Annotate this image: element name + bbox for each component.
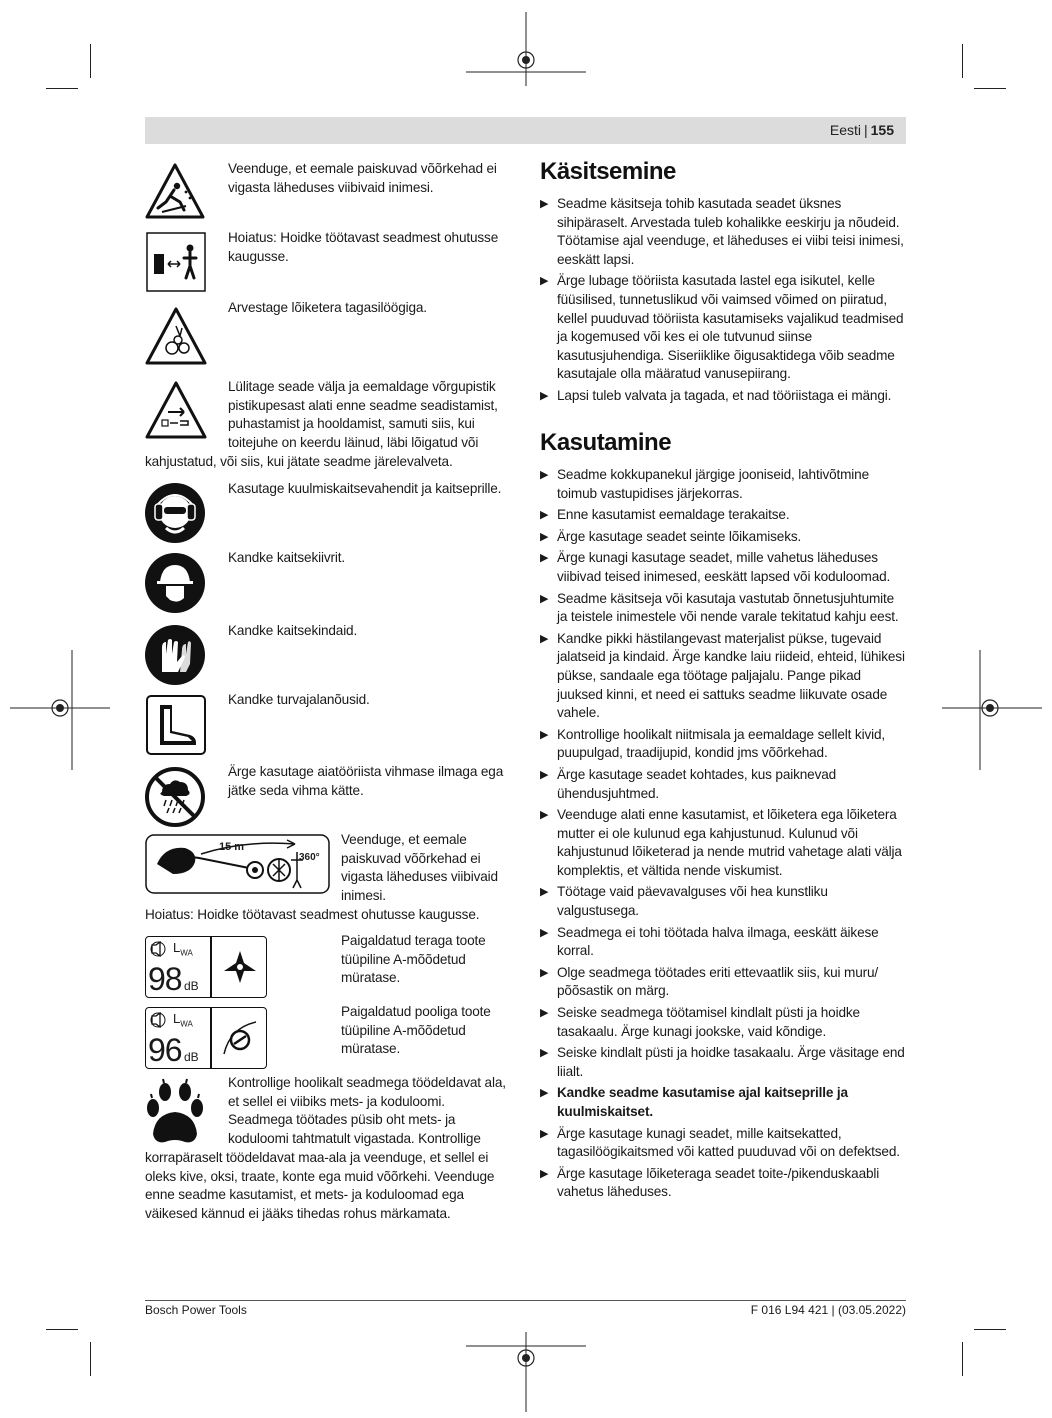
list-item: ▶ Kontrollige hoolikalt niitmisala ja eemaldage sellelt kivid, puupulgad, traadijupid, kondid jms võõrkehad. — [540, 726, 885, 761]
crop-mark — [46, 1329, 78, 1330]
list-item: ▶ Ärge lubage tööriista kasutada lastel ega isikutel, kelle füüsilised, tunnetuslikud või vaimsed võimed on piiratud, kellel puuduvad tööriista kasutamiseks vajalikud teadmised ja kogemused või kes ei ole tutvunud siinse kasutusjuhendiga. Siseriiklike õigusaktidega võib seadme kasutajale olla määratud vanusepiirang. — [540, 273, 904, 382]
safe-distance-icon — [146, 232, 206, 292]
registration-mark-icon — [942, 650, 1042, 770]
crop-mark — [90, 1342, 91, 1376]
distance-15m-graphic — [145, 834, 330, 894]
gloves-icon — [144, 624, 206, 686]
warn-distance-text: Hoiatus: Hoidke töötavast seadmest ohutusse kaugusse. — [228, 230, 499, 264]
safety-boots-icon — [146, 695, 206, 755]
noise-spool-text: Paigaldatud pooliga toote tüüpiline A-mõõdetud müratase. — [341, 1004, 491, 1057]
list-item: ▶ Ärge kunagi kasutage seadet, mille vahetus läheduses viibivad teised inimesed, eeskätt lapsed või koduloomad. — [540, 550, 891, 584]
list-item: ▶ Olge seadmega töötades eriti ettevaatlik siis, kui muru/ põõsastik on märg. — [540, 964, 879, 999]
noise-unit: dB — [184, 979, 199, 993]
registration-mark-icon — [466, 12, 586, 102]
usage-list — [540, 466, 906, 1205]
distance-15m-label: 15 m — [219, 841, 245, 853]
noise-blade-value: 98 — [148, 961, 182, 997]
unplug-warning-icon — [144, 380, 208, 442]
list-item: ▶ Lapsi tuleb valvata ja tagada, et nad tööriistaga ei mängi. — [540, 387, 892, 403]
warn-debris-text: Veenduge, et eemale paiskuvad võõrkehad ei vigasta läheduses viibivaid inimesi. — [228, 161, 497, 195]
ppe-boots-text: Kandke turvajalanõusid. — [228, 692, 370, 707]
registration-mark-icon — [466, 1322, 586, 1412]
warn-unplug-text: Lülitage seade välja ja eemaldage võrgupistik pistikupesast alati enne seadme seadistamist, puhastamist ja hooldamist, samuti siis, kui toitejuhe on keerdu läinud, läbi lõigatud või — [228, 379, 498, 450]
list-item: ▶ Seadme kokkupanekul järgige jooniseid, lahtivõtmine toimub vastupidises järjekorras. — [540, 467, 869, 501]
list-item: ▶ Ärge kasutage lõiketeraga seadet toite-/pikenduskaabli vahetus läheduses. — [540, 1165, 880, 1200]
noise-spool-label — [145, 1007, 267, 1069]
footer-doc-ref: F 016 L94 421 | (03.05.2022) — [750, 1303, 906, 1317]
list-item: ▶ Seadme käsitseja või kasutaja vastutab õnnetusjuhtumite ja teistele inimestele või nende varale tekitatud kahju eest. — [540, 590, 899, 625]
footer-divider — [145, 1300, 906, 1301]
blade-icon — [222, 949, 258, 985]
noise-speaker-icon — [149, 941, 167, 957]
crop-mark — [46, 88, 78, 89]
noise-speaker-icon — [149, 1012, 167, 1028]
animals-text: Kontrollige hoolikalt seadmega töödeldavat ala, et sellel ei viibiks mets- ja koduloomi. Seadmega töötades püsib oht mets- ja koduloomi tahtmatult vigastada. Kontrollige — [228, 1075, 506, 1146]
noise-spool-value: 96 — [148, 1032, 182, 1068]
list-item: ▶ Ärge kasutage seadet kohtades, kus paiknevad ühendusjuhtmed. — [540, 766, 837, 801]
list-item: ▶ Kandke seadme kasutamise ajal kaitseprille ja kuulmiskaitset. — [540, 1085, 848, 1119]
list-item: ▶ Töötage vaid päevavalguses või hea kunstliku valgustusega. — [540, 884, 828, 919]
crop-mark — [962, 44, 963, 78]
list-item: ▶ Kandke pikki hästilangevast materjalist pükse, tugevaid jalatseid ja kindaid. Ärge kandke laiu riideid, ehteid, lühikesi pükse, sandaale ega töötage paljajalu. Pange pikad juuksed kinni, et need ei sattuks seadme liikuvate osade vahele. — [540, 630, 905, 721]
flying-debris-warning-icon — [144, 162, 206, 222]
list-item: ▶ Seadmega ei tohi töötada halva ilmaga, eeskätt äikese korral. — [540, 924, 879, 959]
ppe-helmet-text: Kandke kaitsekiivrit. — [228, 550, 345, 565]
crop-mark — [90, 44, 91, 78]
crop-mark — [962, 1342, 963, 1376]
helmet-icon — [144, 552, 206, 614]
crop-mark — [974, 88, 1006, 89]
distance-text: Veenduge, et eemale paiskuvad võõrkehad ei vigasta läheduses viibivaid inimesi. — [341, 832, 498, 903]
lwa-label: $L_{WA}$ — [173, 940, 193, 958]
lwa-label: $L_{WA}$ — [173, 1011, 193, 1029]
list-item: ▶ Ärge kasutage kunagi seadet, mille kaitsekatted, tagasilöögikaitsmed või katted puuduvad või on defektsed. — [540, 1125, 900, 1160]
list-item: ▶ Seadme käsitseja tohib kasutada seadet üksnes sihipäraselt. Arvestada tuleb kohalikke eeskirju ja nõudeid. Töötamise ajal veenduge, et läheduses ei viibi teisi inimesi, eeskätt lapsi. — [540, 196, 904, 267]
handling-title: Käsitsemine — [540, 158, 676, 185]
list-item: ▶ Ärge kasutage seadet seinte lõikamiseks. — [540, 528, 802, 544]
footer-brand: Bosch Power Tools — [145, 1303, 247, 1317]
ppe-gloves-text: Kandke kaitsekindaid. — [228, 623, 358, 638]
kickback-warning-icon — [144, 306, 208, 368]
registration-mark-icon — [10, 650, 110, 770]
spool-icon — [220, 1018, 260, 1058]
distance-text-2: Hoiatus: Hoidke töötavast seadmest ohutusse kaugusse. — [145, 907, 480, 922]
list-item: ▶ Enne kasutamist eemaldage terakaitse. — [540, 507, 790, 523]
header-text: Eesti | 155 — [829, 122, 894, 138]
noise-blade-label — [145, 936, 267, 998]
page-header — [145, 117, 906, 144]
page-number: 155 — [870, 122, 894, 138]
distance-360-label: 360° — [299, 852, 320, 863]
list-item: ▶ Seiske kindlalt püsti ja hoidke tasakaalu. Ärge väsitage end liialt. — [540, 1045, 905, 1079]
warn-unplug-text-cont: kahjustatud, või siis, kui jätate seadme järelevalveta. — [145, 454, 453, 469]
ear-eye-protection-icon — [144, 482, 206, 544]
animals-text-cont: korrapäraselt töödeldavat maa-ala ja veenduge, et sellel ei oleks kive, oksi, traate, konte ega muid võõrkehi. Veenduge enne seadme kasutamist, et mets- ja koduloomad ega väikesed kännud ei jääks tihedas rohus märkamata. — [145, 1150, 495, 1221]
header-language: Eesti — [829, 122, 861, 138]
usage-title: Kasutamine — [540, 429, 672, 456]
list-item: ▶ Veenduge alati enne kasutamist, et lõiketera ega lõiketera mutter ei ole kulunud ega kahjustunud. Kulunud või kahjustunud lõiketerad ja nende mutrid vahetage alati välja komplektis, et vältida nende viskumist. — [540, 807, 902, 878]
handling-list — [540, 195, 906, 409]
no-rain-icon — [144, 766, 206, 828]
noise-unit: dB — [184, 1050, 199, 1064]
no-rain-text: Ärge kasutage aiatööriista vihmase ilmaga ega jätke seda vihma kätte. — [228, 764, 504, 798]
noise-blade-text: Paigaldatud teraga toote tüüpiline A-mõõdetud müratase. — [341, 933, 486, 986]
crop-mark — [974, 1329, 1006, 1330]
ppe-ear-eye-text: Kasutage kuulmiskaitsevahendit ja kaitseprille. — [228, 481, 502, 496]
list-item: ▶ Seiske seadmega töötamisel kindlalt püsti ja hoidke tasakaalu. Ärge kunagi jookske, vaid kõndige. — [540, 1005, 860, 1039]
warn-kickback-text: Arvestage lõiketera tagasilöögiga. — [228, 300, 427, 315]
animal-paw-icon — [143, 1078, 207, 1146]
